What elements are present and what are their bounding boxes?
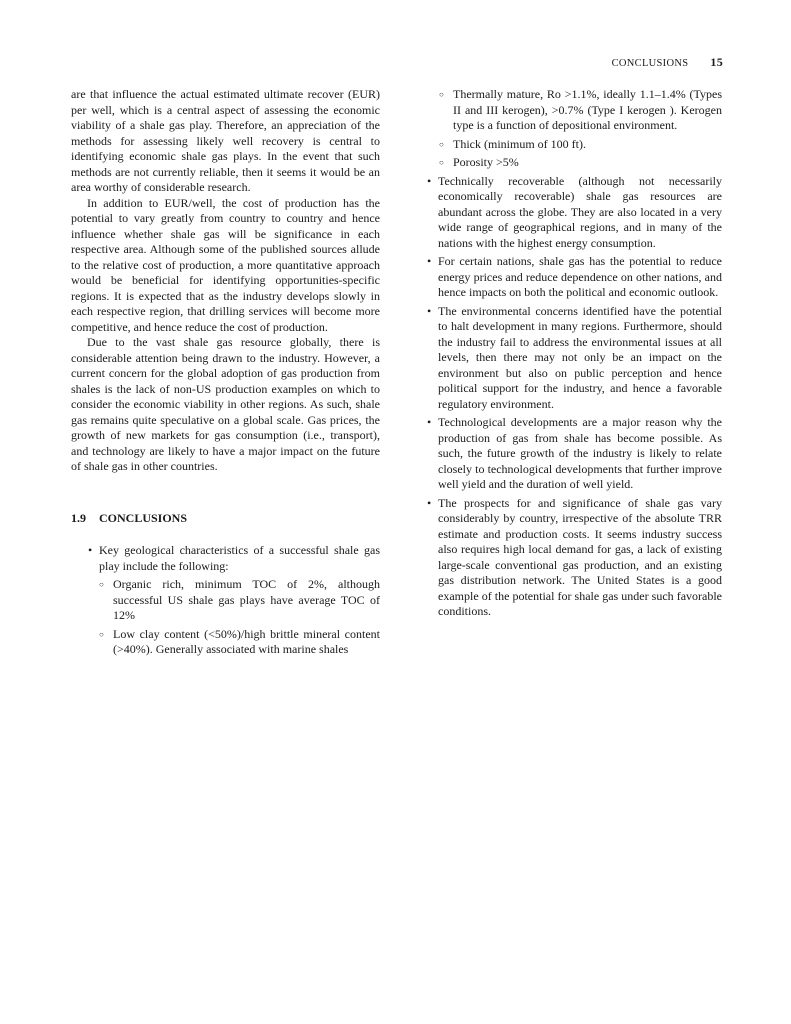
sub-list-item: ○ Thermally mature, Ro >1.1%, ideally 1.1–1.4% (Types II and III kerogen), >0.7% (Type I kerogen ). Kerogen type is a function of depositional environment. (439, 87, 722, 134)
right-column (427, 87, 722, 623)
running-header (612, 55, 723, 70)
body-paragraph: Due to the vast shale gas resource globally, there is considerable attention being drawn to the industry. However, a current concern for the global adoption of gas production from shales is the lack of non-US production examples on which to consider the economic viability in other regions. As such, shale gas remains quite speculative on a global scale. Gas prices, the growth of new markets for gas consumption (i.e., transport), and technology are likely to have a major impact on the future of shale gas in other countries. (71, 335, 380, 473)
sub-list-continued (427, 87, 722, 171)
conclusions-list (71, 543, 380, 658)
list-item: • The environmental concerns identified have the potential to halt development in many regions. Furthermore, should the industry fail to address the environmental issues at all levels, then there may not only be an impact on the environment but also on public perception and hence political support for the industry, and hence a favorable regulatory environment. (427, 304, 722, 413)
list-item: • Technological developments are a major reason why the production of gas from shale has become possible. As such, the future growth of the industry is likely to relate closely to technological developments that further improve well yield and the duration of well yield. (427, 415, 722, 493)
list-item: • The prospects for and significance of shale gas vary considerably by country, irrespective of the absolute TRR estimate and production costs. It seems industry success also requires high local demand for gas, a lack of existing large-scale conventional gas production, and an existing gas distribution network. The United States is a good example of the potential for shale gas under such favorable conditions. (427, 496, 722, 620)
list-item-text: Key geological characteristics of a successful shale gas play include the following: (99, 543, 380, 573)
list-item: • For certain nations, shale gas has the potential to reduce energy prices and reduce dependence on other nations, and hence impacts on both the political and economic outlook. (427, 254, 722, 301)
section-heading (71, 511, 380, 527)
sub-list-item: ○ Organic rich, minimum TOC of 2%, although successful US shale gas plays have average TOC of 12% (99, 577, 380, 624)
section-number: 1.9 (71, 510, 86, 525)
list-item: • Technically recoverable (although not necessarily economically recoverable) shale gas resources are abundant across the globe. They are also located in a very wide range of geographical regions, and in many of the nations with the highest energy consumption. (427, 174, 722, 252)
conclusions-list-continued (427, 174, 722, 620)
left-column (71, 87, 380, 661)
running-title: CONCLUSIONS (611, 58, 689, 69)
page-number: 15 (710, 55, 723, 69)
sub-list (99, 577, 380, 658)
body-paragraph: are that influence the actual estimated ultimate recover (EUR) per well, which is a central aspect of assessing the economic viability of a shale gas play. Therefore, an appreciation of the methods for assessing likely well recovery is central to identifying economic shale gas plays. In the event that such methods are not currently reliable, then it seems it would be an area worthy of considerable research. (71, 87, 380, 194)
sub-list-item: ○ Thick (minimum of 100 ft). (439, 137, 722, 153)
sub-list-item: ○ Low clay content (<50%)/high brittle mineral content (>40%). Generally associated with marine shales (99, 627, 380, 658)
sub-list-item: ○ Porosity >5% (439, 155, 722, 171)
list-item (88, 543, 380, 658)
section-title: CONCLUSIONS (99, 510, 188, 525)
body-paragraph: In addition to EUR/well, the cost of production has the potential to vary greatly from country to country and hence influence whether shale gas will be significance in each respective area. Although some of the published sources allude to the relative cost of production, a more quantitative approach would be beneficial for identifying opportunities-specific regions. It is expected that as the industry develops slowly in each respective region, that drilling services will become more competitive, and hence reduce the cost of production. (71, 195, 380, 334)
